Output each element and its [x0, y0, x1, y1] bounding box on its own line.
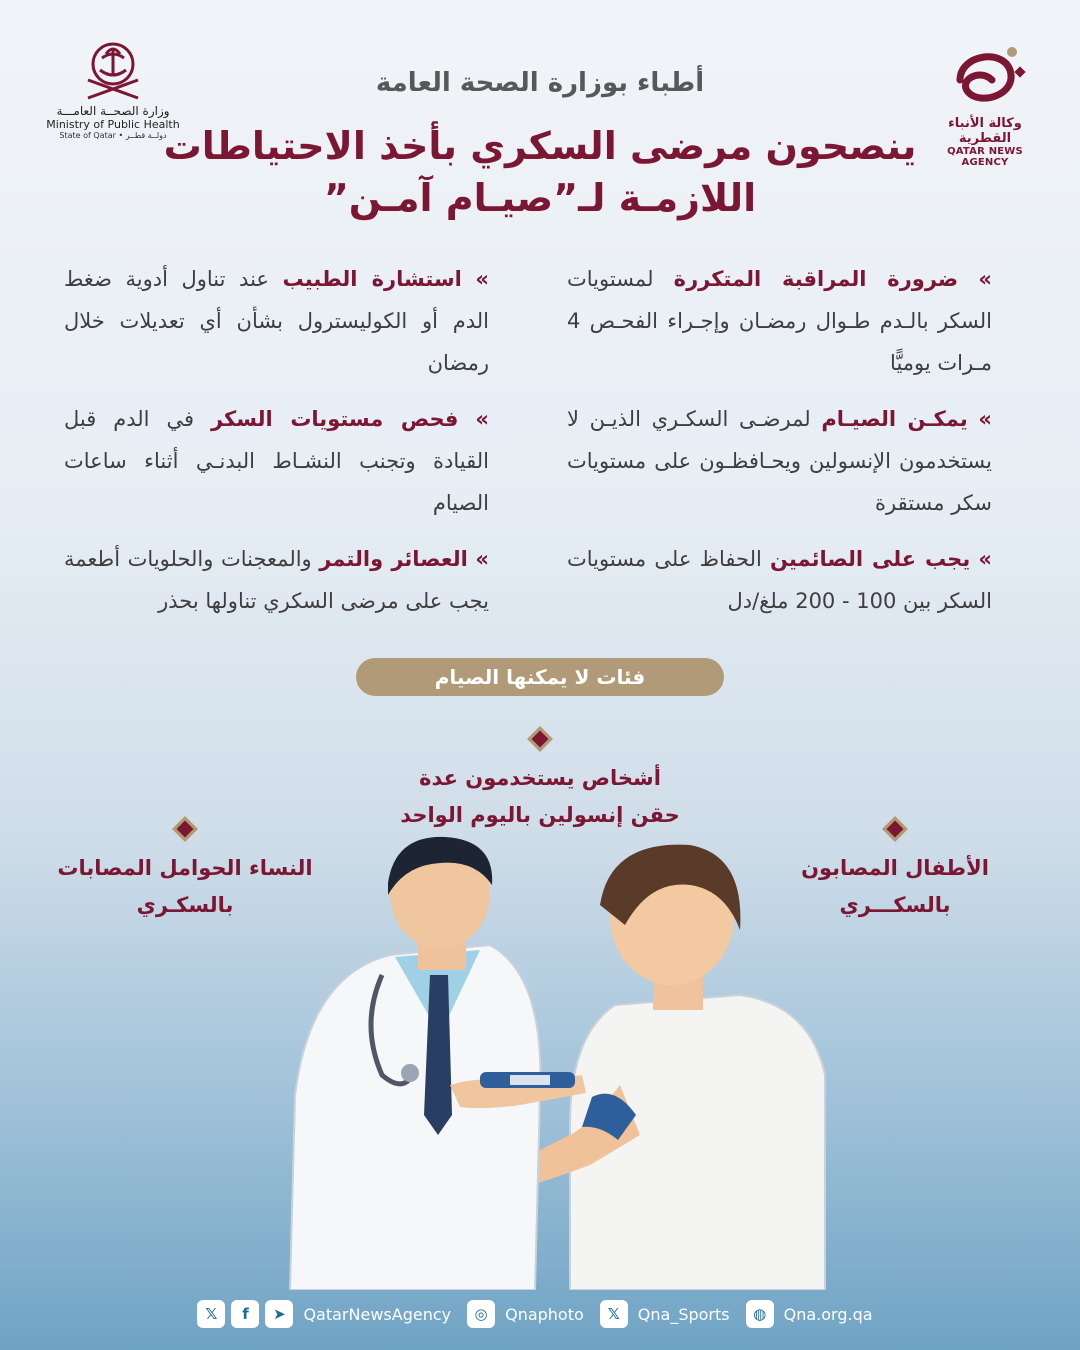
- chevron-marker-icon: »: [978, 407, 992, 431]
- tip-text: الحفاظ على مستويات السكر بين 100 - 200 ملغ/دل: [567, 547, 992, 613]
- tip-highlight: يجب على الصائمين: [770, 547, 971, 571]
- tip-text: لمرضـى السكـري الذيـن لا يستخدمون الإنسولين ويحـافظـون على مستويات سكر مستقرة: [567, 407, 992, 515]
- handle-instagram[interactable]: Qnaphoto: [505, 1304, 584, 1324]
- chevron-marker-icon: »: [475, 407, 489, 431]
- page-title-line2: اللازمـة لـ”صيـام آمـن”: [323, 176, 757, 220]
- instagram-icon[interactable]: ◎: [467, 1300, 495, 1328]
- x-icon[interactable]: 𝕏: [600, 1300, 628, 1328]
- qna-name-ar: وكالة الأنباء القطرية: [948, 116, 1022, 146]
- tip-text: عند تناول أدوية ضغط الدم أو الكوليسترول بشأن أي تعديلات خلال رمضان: [64, 267, 489, 375]
- x-icon[interactable]: 𝕏: [197, 1300, 225, 1328]
- category-multi-insulin: [380, 730, 700, 834]
- tip-highlight: ضرورة المراقبة المتكررة: [673, 267, 959, 291]
- tip-highlight: العصائر والتمر: [319, 547, 468, 571]
- facebook-icon[interactable]: f: [231, 1300, 259, 1328]
- telegram-icon[interactable]: ➤: [265, 1300, 293, 1328]
- globe-icon[interactable]: ◍: [746, 1300, 774, 1328]
- category-line: النساء الحوامل المصابات: [57, 856, 313, 880]
- chevron-marker-icon: »: [978, 547, 992, 571]
- categories-heading: فئات لا يمكنها الصيام: [356, 658, 724, 696]
- category-line: بالسكـري: [136, 893, 234, 917]
- tip-sugar-range: [567, 538, 992, 622]
- tip-foods-caution: [64, 538, 489, 622]
- qna-name-en: QATAR NEWS AGENCY: [947, 146, 1023, 168]
- tip-highlight: استشارة الطبيب: [282, 267, 462, 291]
- diamond-marker-icon: [172, 816, 197, 841]
- handle-main[interactable]: QatarNewsAgency: [303, 1304, 452, 1324]
- category-line: الأطفال المصابون: [801, 856, 989, 880]
- diamond-marker-icon: [882, 816, 907, 841]
- tip-monitoring: [567, 258, 992, 384]
- diamond-marker-icon: [527, 726, 552, 751]
- doctor-figure: [290, 837, 586, 1290]
- tip-text: والمعجنات والحلويات أطعمة يجب على مرضى السكري تناولها بحذر: [64, 547, 489, 613]
- chevron-marker-icon: »: [978, 267, 992, 291]
- tip-highlight: يمكـن الصيـام: [821, 407, 968, 431]
- tip-highlight: فحص مستويات السكر: [210, 407, 459, 431]
- tip-consult-doctor: [64, 258, 489, 384]
- chevron-marker-icon: »: [475, 547, 489, 571]
- social-footer: [0, 1296, 1080, 1332]
- tip-check-before-driving: [64, 398, 489, 524]
- page-title-line1: ينصحون مرضى السكري بأخذ الاحتياطات: [163, 124, 917, 168]
- moph-name-ar: وزارة الصحــة العامـــة: [56, 104, 170, 118]
- tip-text: لمستويات السكر بالـدم طـوال رمضـان وإجـراء الفحـص 4 مـرات يوميًّا: [567, 267, 992, 375]
- category-line: أشخاص يستخدمون عدة: [419, 766, 661, 790]
- tip-text: في الدم قبل القيادة وتجنب النشـاط البدنـي أثناء ساعات الصيام: [64, 407, 489, 515]
- chevron-marker-icon: »: [475, 267, 489, 291]
- doctor-patient-illustration: [270, 835, 830, 1290]
- handle-sports[interactable]: Qna_Sports: [637, 1304, 730, 1324]
- moph-state: State of Qatar • دولــة قطــر: [59, 131, 167, 140]
- website-link[interactable]: Qna.org.qa: [783, 1304, 873, 1324]
- moph-name-en: Ministry of Public Health: [46, 118, 180, 131]
- category-line: حقن إنسولين باليوم الواحد: [400, 803, 680, 827]
- tip-fasting-possible: [567, 398, 992, 524]
- category-line: بالسكـــري: [839, 893, 951, 917]
- page-subtitle: أطباء بوزارة الصحة العامة: [375, 68, 705, 98]
